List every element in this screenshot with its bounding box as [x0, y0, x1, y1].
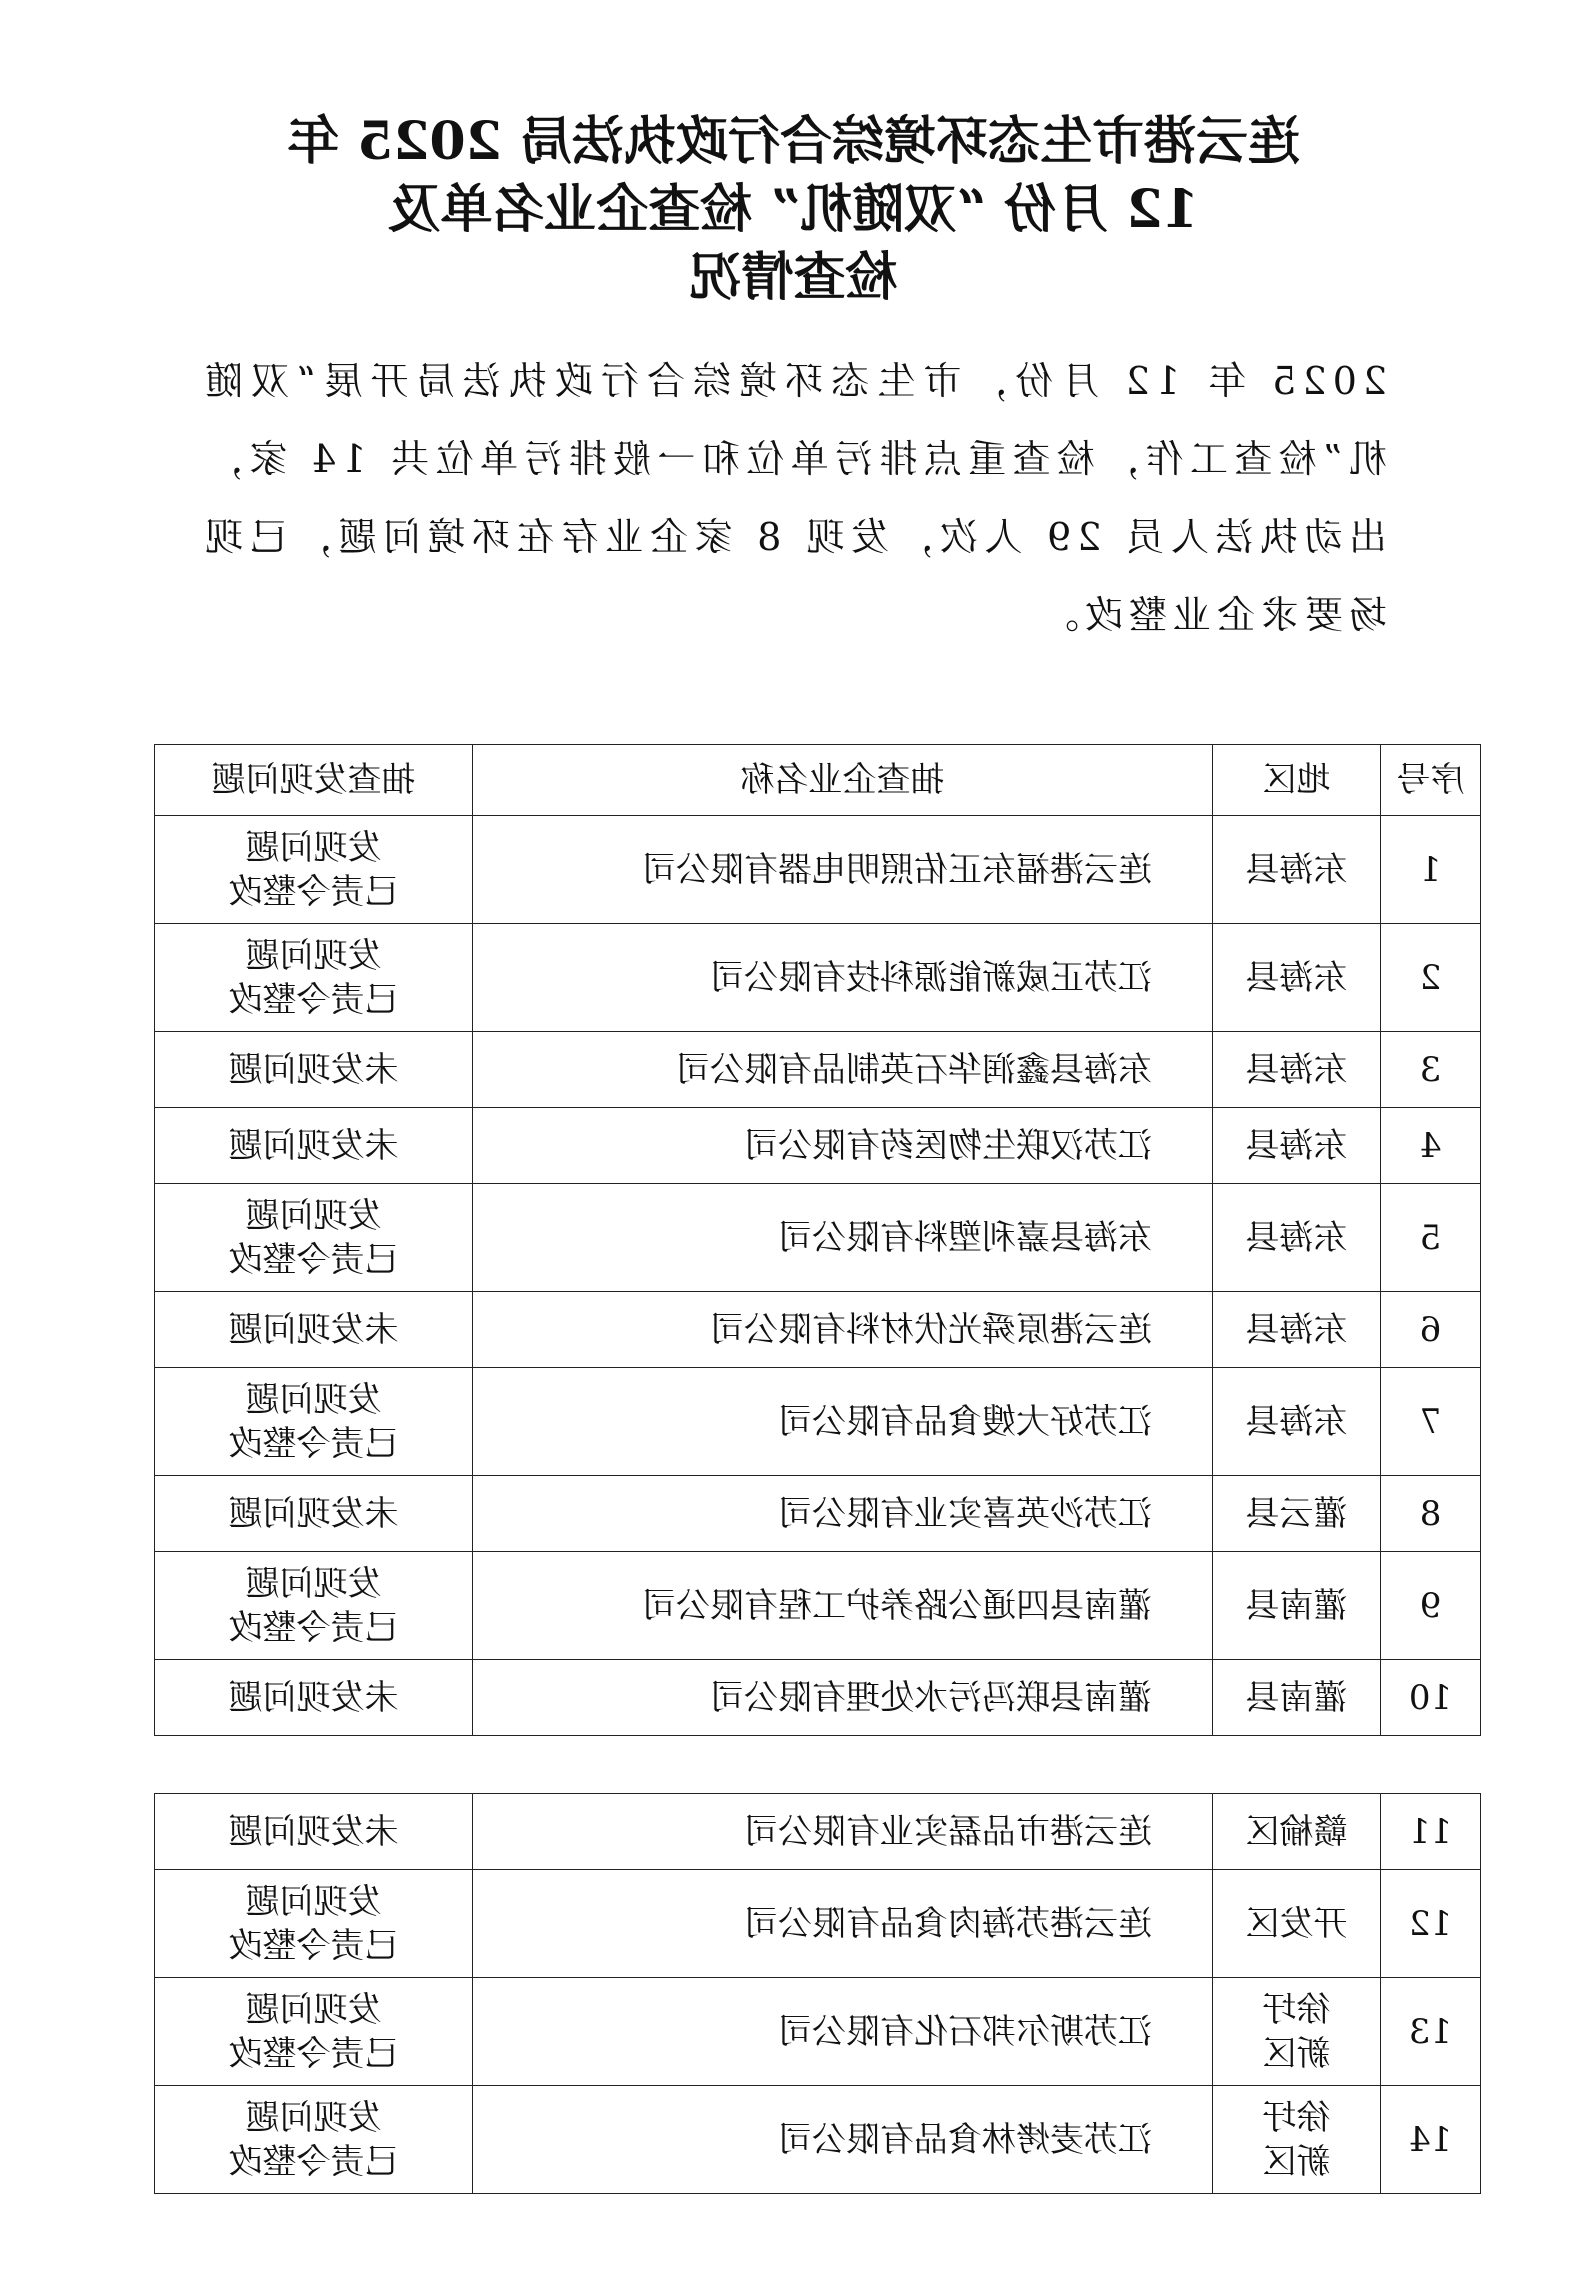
- cell-area: 东海县: [1213, 1108, 1381, 1184]
- title-line-3: 检查情况: [689, 247, 898, 308]
- cell-area: 东海县: [1213, 1368, 1381, 1476]
- cell-seq: 3: [1381, 1032, 1481, 1108]
- cell-area: 东海县: [1213, 924, 1381, 1032]
- result-text: 发现问题: [245, 1379, 382, 1420]
- cell-company-name: 连云港苏海肉食品有限公司: [473, 1870, 1213, 1978]
- cell-seq: 8: [1381, 1476, 1481, 1552]
- result-text: 已责令整改: [228, 1239, 399, 1280]
- cell-area: 东海县: [1213, 816, 1381, 924]
- cell-area: 灌云县: [1213, 1476, 1381, 1552]
- cell-company-name: 东海县嘉利塑料有限公司: [473, 1184, 1213, 1292]
- cell-seq: 9: [1381, 1552, 1481, 1660]
- cell-result: [155, 1794, 473, 1870]
- inspection-table: [154, 744, 1481, 1736]
- cell-result: [155, 1978, 473, 2086]
- result-text: 已责令整改: [228, 2033, 399, 2074]
- table-header-row: [155, 745, 1481, 816]
- cell-company-name: 江苏汉联生物医药有限公司: [473, 1108, 1213, 1184]
- cell-company-name: 江苏斯尔邦石化有限公司: [473, 1978, 1213, 2086]
- table-row: [155, 1870, 1481, 1978]
- result-text: 未发现问题: [228, 1493, 399, 1534]
- intro-paragraph: 2025 年 12 月份，市生态环境综合行政执法局开展“双随机”检查工作，检查重点排污单位和一般排污单位共 14 家，出动执法人员 29 人次，发现 8 家企业存在环境问题，已现场要求企业整改。: [199, 359, 1387, 637]
- cell-area: 东海县: [1213, 1292, 1381, 1368]
- cell-company-name: 灌南县联冯污水处理有限公司: [473, 1660, 1213, 1736]
- cell-result: [155, 2086, 473, 2194]
- table-row: [155, 816, 1481, 924]
- header-result: 抽查发现问题: [155, 745, 473, 816]
- cell-result: [155, 1870, 473, 1978]
- result-text: 已责令整改: [228, 1423, 399, 1464]
- header-area: 地区: [1213, 745, 1381, 816]
- title-line-1: 连云港市生态环境综合行政执法局 2025 年: [287, 111, 1300, 172]
- inspection-table-continued: [154, 1793, 1481, 2194]
- result-text: 未发现问题: [228, 1309, 399, 1350]
- table-row: [155, 2086, 1481, 2194]
- cell-result: [155, 924, 473, 1032]
- result-text: 已责令整改: [228, 979, 399, 1020]
- cell-seq: 4: [1381, 1108, 1481, 1184]
- cell-seq: 1: [1381, 816, 1481, 924]
- result-text: 发现问题: [245, 2097, 382, 2138]
- cell-result: [155, 1032, 473, 1108]
- cell-seq: 7: [1381, 1368, 1481, 1476]
- cell-company-name: 东海县鑫润华石英制品有限公司: [473, 1032, 1213, 1108]
- header-seq: 序号: [1381, 745, 1481, 816]
- cell-seq: 14: [1381, 2086, 1481, 2194]
- result-text: 发现问题: [245, 1195, 382, 1236]
- table-row: [155, 1368, 1481, 1476]
- title-line-2: 12 月份 “双随机” 检查企业名单及: [388, 179, 1199, 240]
- cell-company-name: 江苏沙英喜实业有限公司: [473, 1476, 1213, 1552]
- cell-area: 徐圩新区: [1213, 1978, 1381, 2086]
- cell-company-name: 江苏麦烤林食品有限公司: [473, 2086, 1213, 2194]
- cell-result: [155, 1368, 473, 1476]
- cell-seq: 13: [1381, 1978, 1481, 2086]
- result-text: 未发现问题: [228, 1049, 399, 1090]
- table-row: [155, 1552, 1481, 1660]
- result-text: 发现问题: [245, 1989, 382, 2030]
- result-text: 未发现问题: [228, 1677, 399, 1718]
- cell-area: 灌南县: [1213, 1660, 1381, 1736]
- result-text: 已责令整改: [228, 1925, 399, 1966]
- table-row: [155, 1108, 1481, 1184]
- table-row: [155, 924, 1481, 1032]
- cell-seq: 2: [1381, 924, 1481, 1032]
- cell-result: [155, 1660, 473, 1736]
- table-row: [155, 1032, 1481, 1108]
- table-row: [155, 1184, 1481, 1292]
- result-text: 发现问题: [245, 935, 382, 976]
- cell-result: [155, 816, 473, 924]
- cell-company-name: 连云港福东正佑照明电器有限公司: [473, 816, 1213, 924]
- cell-company-name: 连云港原舜光伏材料有限公司: [473, 1292, 1213, 1368]
- cell-seq: 5: [1381, 1184, 1481, 1292]
- table-row: [155, 1978, 1481, 2086]
- table-row: [155, 1476, 1481, 1552]
- cell-area: 灌南县: [1213, 1552, 1381, 1660]
- cell-seq: 12: [1381, 1870, 1481, 1978]
- cell-seq: 10: [1381, 1660, 1481, 1736]
- header-name: 抽查企业名称: [473, 745, 1213, 816]
- cell-area: 开发区: [1213, 1870, 1381, 1978]
- cell-area: 东海县: [1213, 1184, 1381, 1292]
- cell-result: [155, 1108, 473, 1184]
- cell-seq: 6: [1381, 1292, 1481, 1368]
- result-text: 已责令整改: [228, 2141, 399, 2182]
- cell-area: 徐圩新区: [1213, 2086, 1381, 2194]
- table-row: [155, 1794, 1481, 1870]
- table-row: [155, 1660, 1481, 1736]
- cell-area: 东海县: [1213, 1032, 1381, 1108]
- cell-result: [155, 1184, 473, 1292]
- cell-company-name: 连云港市品磊实业有限公司: [473, 1794, 1213, 1870]
- cell-area: 赣榆区: [1213, 1794, 1381, 1870]
- table-row: [155, 1292, 1481, 1368]
- cell-result: [155, 1292, 473, 1368]
- result-text: 已责令整改: [228, 871, 399, 912]
- result-text: 未发现问题: [228, 1811, 399, 1852]
- result-text: 发现问题: [245, 827, 382, 868]
- table-body-continued: [155, 1794, 1481, 2194]
- cell-result: [155, 1552, 473, 1660]
- result-text: 未发现问题: [228, 1125, 399, 1166]
- table-body: [155, 816, 1481, 1736]
- cell-company-name: 灌南县四通公路养护工程有限公司: [473, 1552, 1213, 1660]
- cell-company-name: 江苏正威新能源科技有限公司: [473, 924, 1213, 1032]
- result-text: 发现问题: [245, 1563, 382, 1604]
- result-text: 已责令整改: [228, 1607, 399, 1648]
- cell-result: [155, 1476, 473, 1552]
- document-title: [150, 108, 1437, 312]
- cell-seq: 11: [1381, 1794, 1481, 1870]
- result-text: 发现问题: [245, 1881, 382, 1922]
- cell-company-name: 江苏好大嫂食品有限公司: [473, 1368, 1213, 1476]
